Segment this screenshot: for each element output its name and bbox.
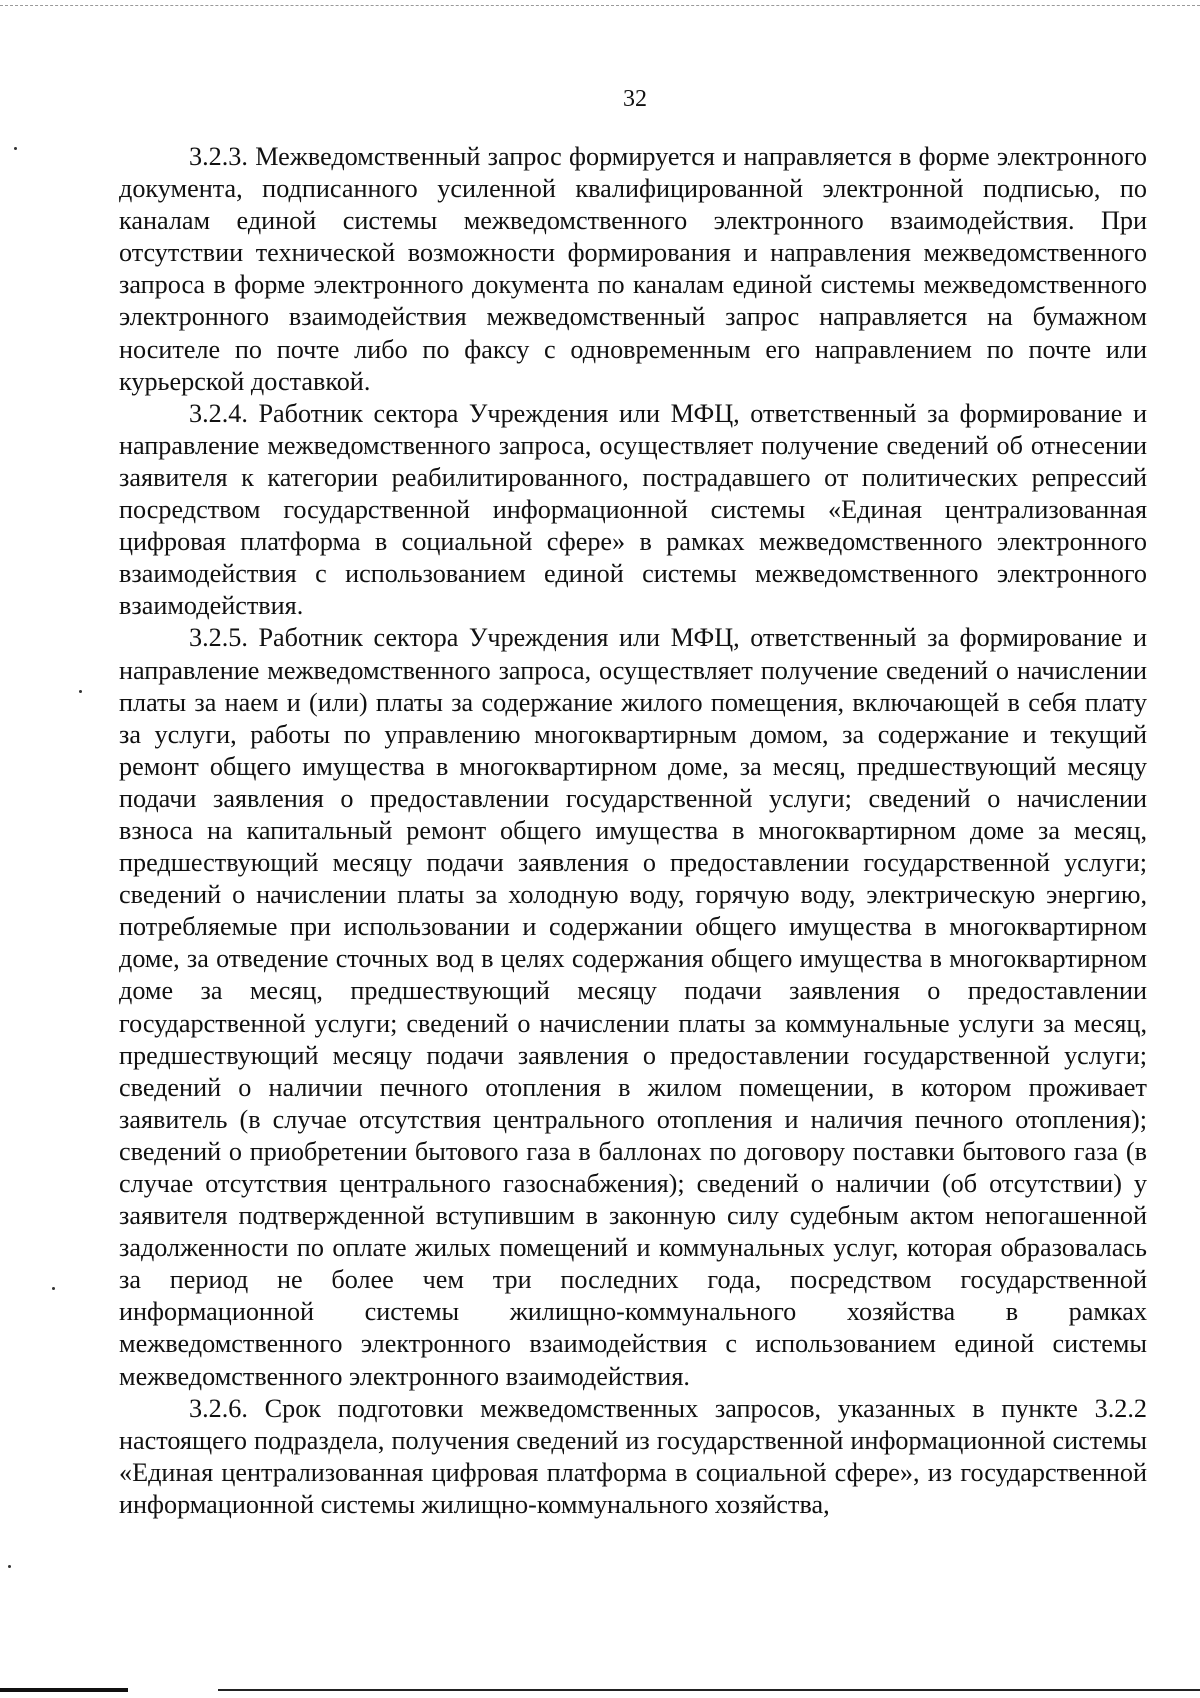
paragraph-3-2-6: 3.2.6. Срок подготовки межведомственных запросов, указанных в пункте 3.2.2 настоящего подраздела, получения сведений из государственной информационной системы «Единая централизованная цифровая платформа в социальной сфере», из государственной информационной системы жилищно-коммунального хозяйства,: [119, 1393, 1147, 1519]
page-number: 32: [623, 86, 647, 112]
scan-speck: [8, 1565, 11, 1568]
scan-speck: [14, 147, 17, 150]
document-body: [119, 141, 1147, 1521]
scan-top-border: [0, 5, 1200, 6]
paragraph-3-2-4: 3.2.4. Работник сектора Учреждения или МФЦ, ответственный за формирование и направление межведомственного запроса, осуществляет получение сведений об отнесении заявителя к категории реабилитированного, пострадавшего от политических репрессий посредством государственной информационной системы «Единая централизованная цифровая платформа в социальной сфере» в рамках межведомственного электронного взаимодействия с использованием единой системы межведомственного электронного взаимодействия.: [119, 398, 1147, 621]
scan-bottom-border-right: [218, 1689, 1200, 1691]
scan-speck: [79, 690, 82, 693]
scan-bottom-border-left: [0, 1688, 128, 1692]
scan-bottom-border: [0, 1688, 1200, 1694]
paragraph-3-2-5: 3.2.5. Работник сектора Учреждения или МФЦ, ответственный за формирование и направление межведомственного запроса, осуществляет получение сведений о начислении платы за наем и (или) платы за содержание жилого помещения, включающей в себя плату за услуги, работы по управлению многоквартирным домом, за содержание и текущий ремонт общего имущества в многоквартирном доме, за месяц, предшествующий месяцу подачи заявления о предоставлении государственной услуги; сведений о начислении взноса на капитальный ремонт общего имущества в многоквартирном доме за месяц, предшествующий месяцу подачи заявления о предоставлении государственной услуги; сведений о начислении платы за холодную воду, горячую воду, электрическую энергию, потребляемые при использовании и содержании общего имущества в многоквартирном доме, за отведение сточных вод в целях содержания общего имущества в многоквартирном доме за месяц, предшествующий месяцу подачи заявления о предоставлении государственной услуги; сведений о начислении платы за коммунальные услуги за месяц, предшествующий месяцу подачи заявления о предоставлении государственной услуги; сведений о наличии печного отопления в жилом помещении, в котором проживает заявитель (в случае отсутствия центрального отопления и наличия печного отопления); сведений о приобретении бытового газа в баллонах по договору поставки бытового газа (в случае отсутствия центрального газоснабжения); сведений о наличии (об отсутствии) у заявителя подтвержденной вступившим в законную силу судебным актом непогашенной задолженности по оплате жилых помещений и коммунальных услуг, которая образовалась за период не более чем три последних года, посредством государственной информационной системы жилищно-коммунального хозяйства в рамках межведомственного электронного взаимодействия с использованием единой системы межведомственного электронного взаимодействия.: [119, 623, 1147, 1391]
paragraph-3-2-3: 3.2.3. Межведомственный запрос формируется и направляется в форме электронного документа, подписанного усиленной квалифицированной электронной подписью, по каналам единой системы межведомственного электронного взаимодействия. При отсутствии технической возможности формирования и направления межведомственного запроса в форме электронного документа по каналам единой системы межведомственного электронного взаимодействия межведомственный запрос направляется на бумажном носителе по почте либо по факсу с одновременным его направлением по почте или курьерской доставкой.: [119, 142, 1147, 396]
scan-speck: [52, 1287, 55, 1290]
